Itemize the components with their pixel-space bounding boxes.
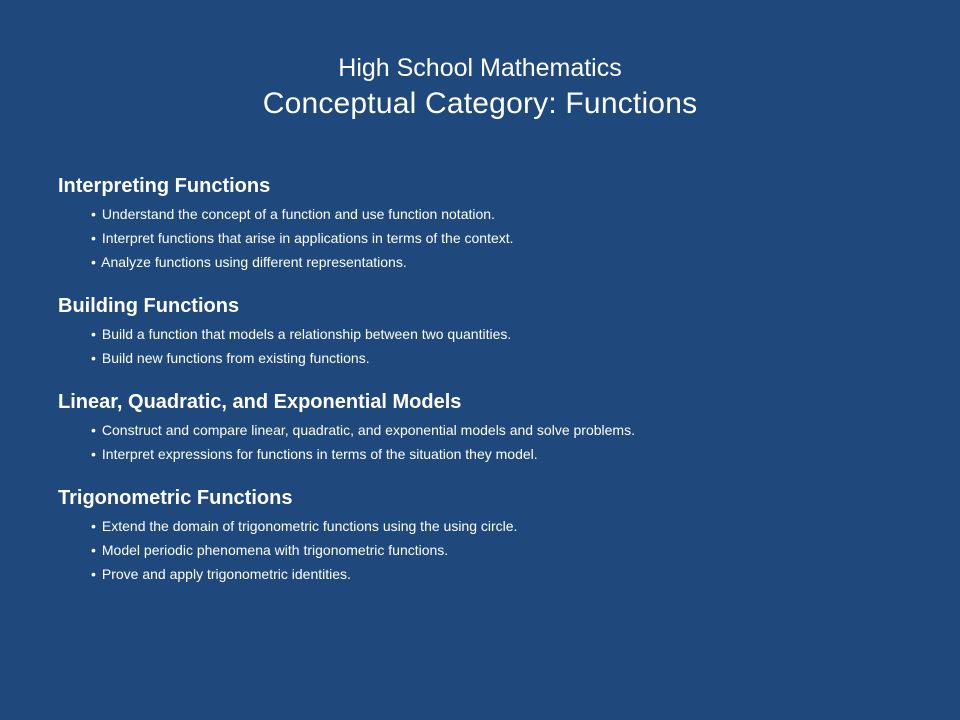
section-heading: Trigonometric Functions xyxy=(58,487,293,509)
bullet-dot-icon: • xyxy=(91,518,96,534)
section-heading: Interpreting Functions xyxy=(58,175,271,197)
section-linear-quadratic-exponential-models xyxy=(58,388,918,466)
bullet-item xyxy=(91,538,918,562)
bullet-text: Analyze functions using different representations. xyxy=(101,254,407,270)
bullet-item xyxy=(91,562,918,586)
bullet-item xyxy=(91,226,918,250)
bullet-item xyxy=(91,202,918,226)
bullet-dot-icon: • xyxy=(91,542,96,558)
bullet-dot-icon: • xyxy=(91,566,96,582)
bullet-item xyxy=(91,442,918,466)
bullet-text: Build new functions from existing functions. xyxy=(101,350,370,366)
bullet-dot-icon: • xyxy=(91,350,96,366)
section-building-functions xyxy=(58,292,918,370)
bullet-text: Prove and apply trigonometric identities. xyxy=(101,566,351,582)
bullet-text: Interpret expressions for functions in terms of the situation they model. xyxy=(101,446,538,462)
bullet-text: Construct and compare linear, quadratic, and exponential models and solve problems. xyxy=(101,422,635,438)
bullet-text: Interpret functions that arise in applications in terms of the context. xyxy=(101,230,514,246)
bullet-list xyxy=(58,202,918,274)
bullet-list xyxy=(58,514,918,586)
bullet-item xyxy=(91,322,918,346)
bullet-list xyxy=(58,322,918,370)
slide-subtitle: High School Mathematics xyxy=(338,54,622,82)
bullet-text: Understand the concept of a function and use function notation. xyxy=(101,206,495,222)
title-block xyxy=(0,52,960,124)
bullet-dot-icon: • xyxy=(91,446,96,462)
section-heading: Linear, Quadratic, and Exponential Models xyxy=(58,391,462,413)
section-trigonometric-functions xyxy=(58,484,918,586)
bullet-item xyxy=(91,250,918,274)
bullet-dot-icon: • xyxy=(91,422,96,438)
section-interpreting-functions xyxy=(58,172,918,274)
section-heading: Building Functions xyxy=(58,295,240,317)
bullet-item xyxy=(91,346,918,370)
bullet-item xyxy=(91,514,918,538)
bullet-dot-icon: • xyxy=(91,254,96,270)
slide-content xyxy=(58,172,918,604)
bullet-list xyxy=(58,418,918,466)
bullet-dot-icon: • xyxy=(91,230,96,246)
bullet-item xyxy=(91,418,918,442)
bullet-text: Extend the domain of trigonometric functions using the using circle. xyxy=(101,518,518,534)
bullet-dot-icon: • xyxy=(91,206,96,222)
bullet-text: Model periodic phenomena with trigonometric functions. xyxy=(101,542,449,558)
bullet-dot-icon: • xyxy=(91,326,96,342)
slide-title: Conceptual Category: Functions xyxy=(262,87,698,120)
bullet-text: Build a function that models a relationship between two quantities. xyxy=(101,326,512,342)
